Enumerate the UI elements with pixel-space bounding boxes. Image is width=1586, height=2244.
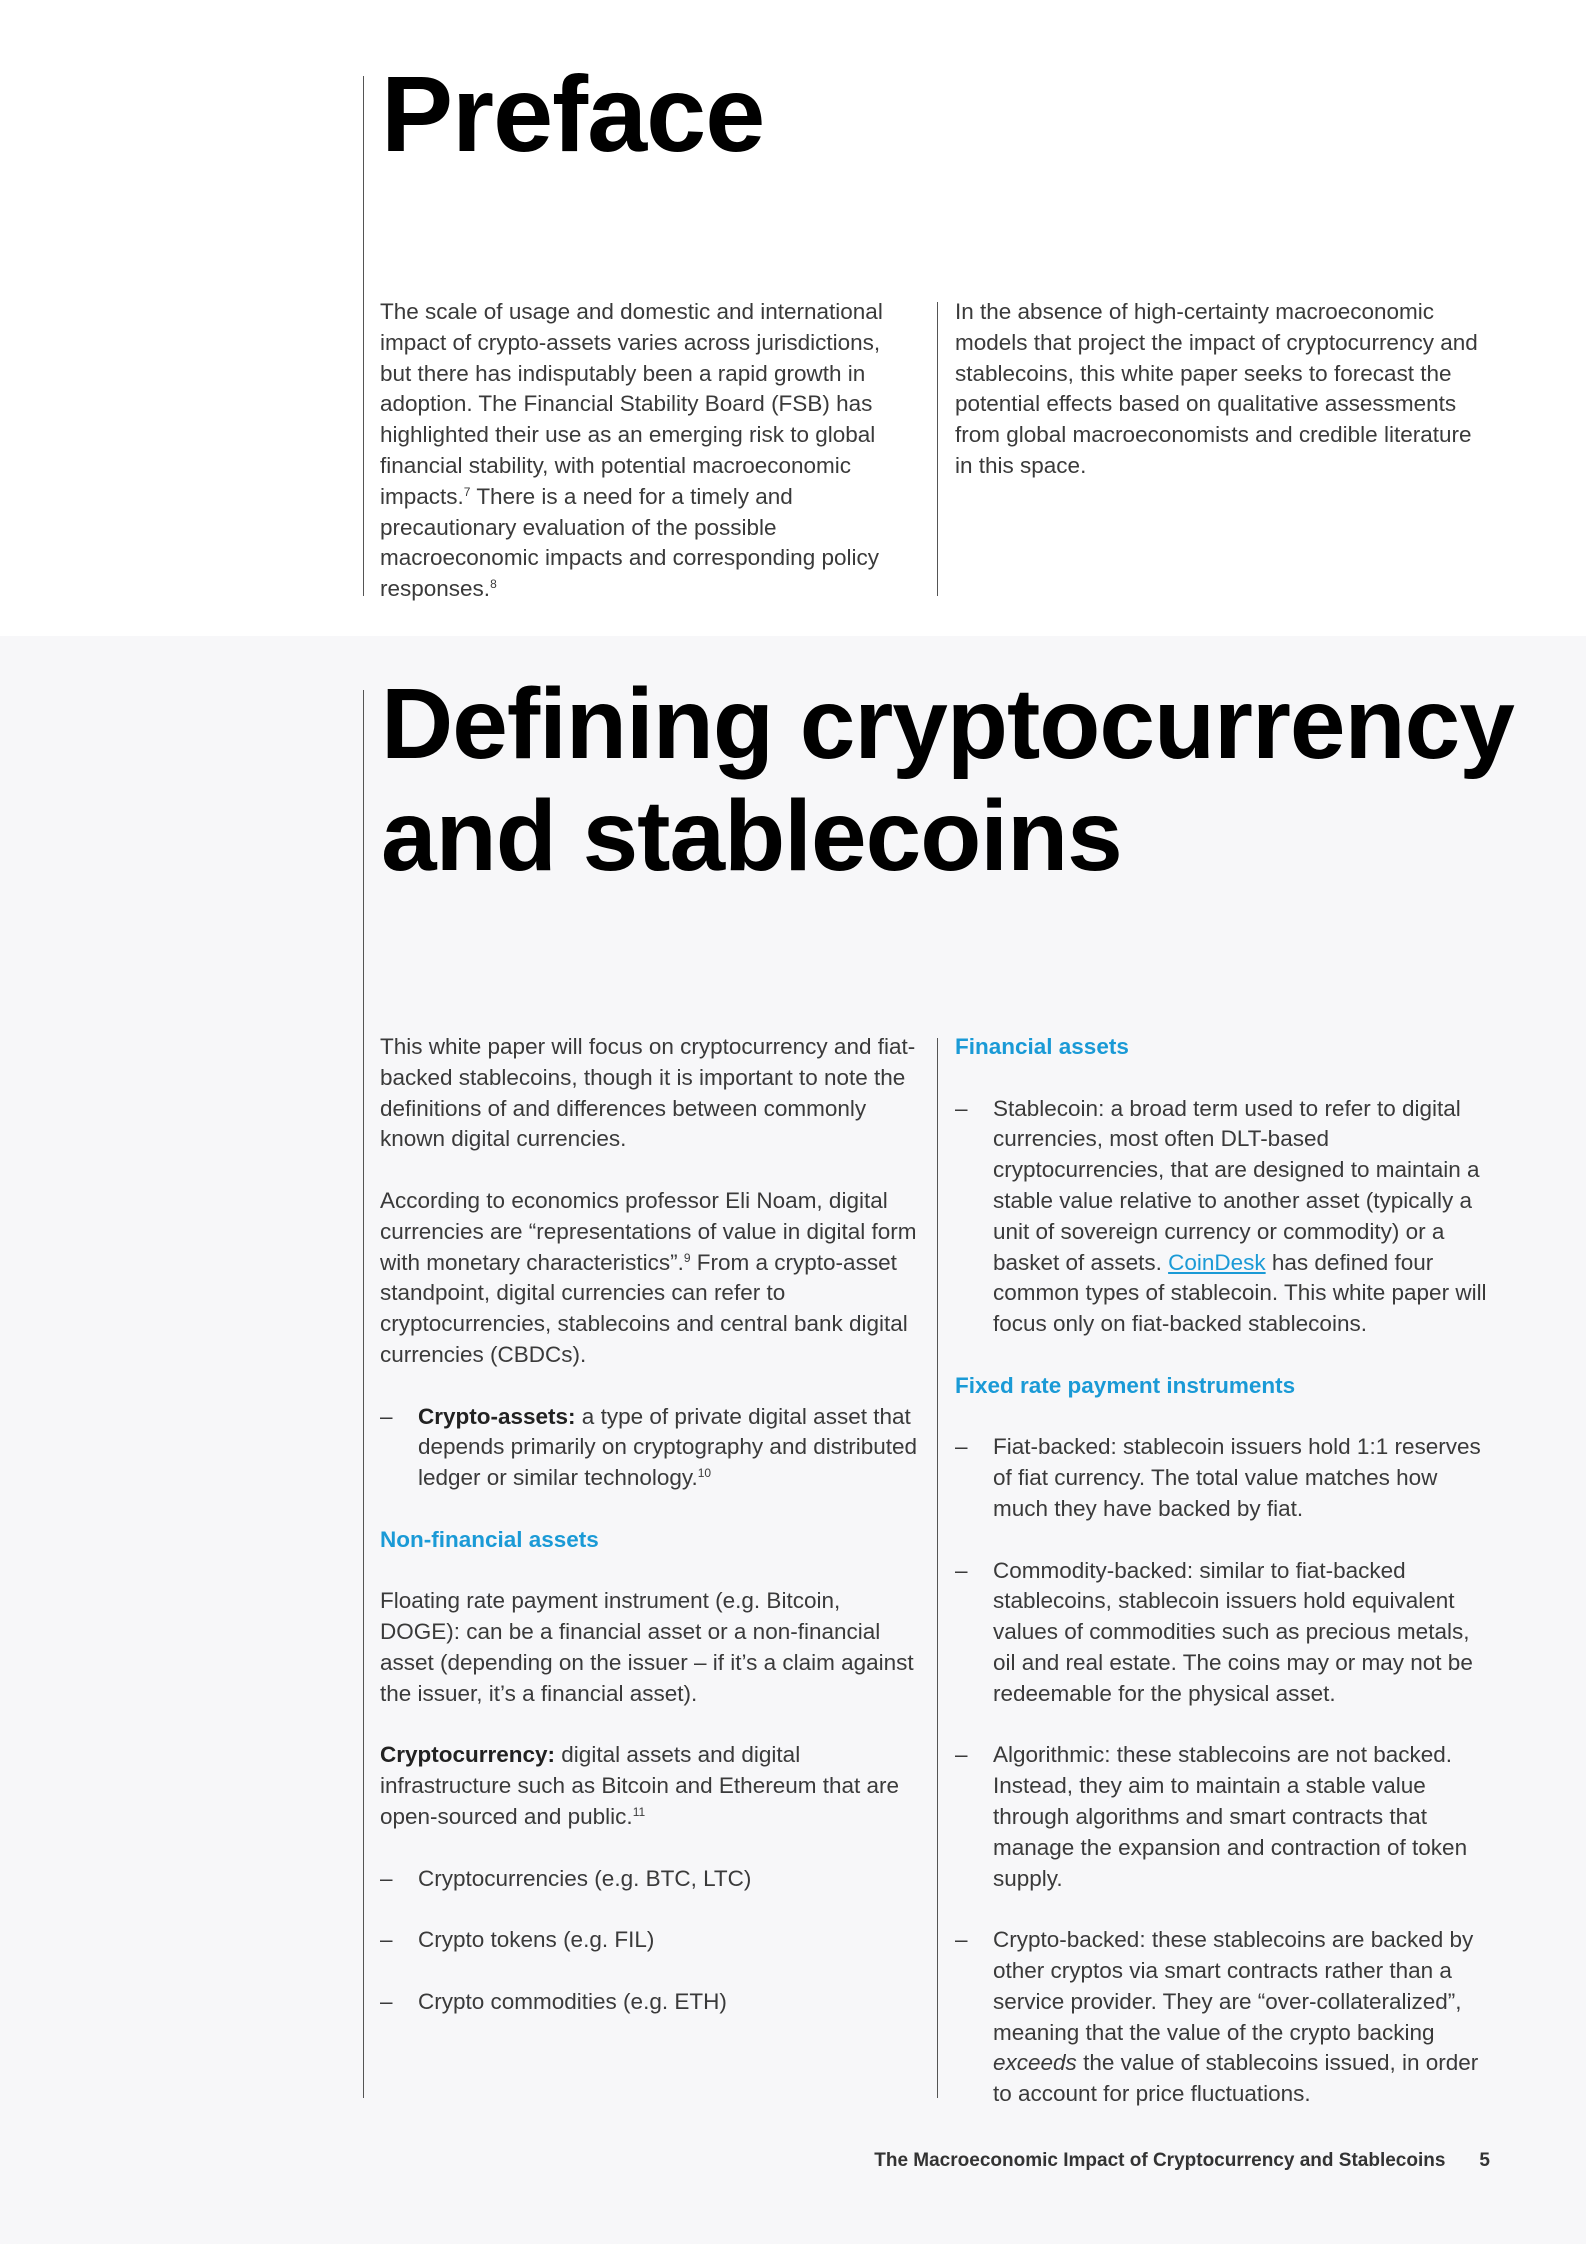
- dash-marker: –: [380, 1988, 393, 2014]
- list-item: – Crypto commodities (e.g. ETH): [380, 1987, 920, 2018]
- non-financial-heading: Non-financial assets: [380, 1526, 599, 1552]
- dash-marker: –: [955, 1742, 968, 1768]
- defining-title: Defining cryptocurrency and stablecoins: [381, 668, 1514, 892]
- footnote-ref[interactable]: 8: [490, 577, 497, 592]
- preface-paragraph: In the absence of high-certainty macroeconomic models that project the impact of cryptocurrency and stablecoins, this white paper seeks to forecast the potential effects based on qualitative assessments from global macroeconomists and credible literature in this space.: [955, 299, 1478, 478]
- preface-paragraph: The scale of usage and domestic and international impact of crypto-assets varies across jurisdictions, but there has indisputably been a rapid growth in adoption. The Financial Stability Board (FSB) has highlighted their use as an emerging risk to global financial stability, with potential macroeconomic impacts.$^7$ There is a need for a timely and precautionary evaluation of the possible macroeconomic impacts and corresponding policy responses.$^8$: [380, 299, 883, 602]
- intro-paragraph: This white paper will focus on cryptocurrency and fiat-backed stablecoins, though it is important to note the definitions of and differences between commonly known digital currencies.: [380, 1034, 916, 1152]
- financial-assets-heading: Financial assets: [955, 1034, 1129, 1059]
- dash-marker: –: [380, 1403, 393, 1429]
- stablecoin-item: – Stablecoin: a broad term used to refer to digital currencies, most often DLT-based cryptocurrencies, that are designed to maintain a stable value relative to another asset (typically a unit of sovereign currency or commodity) or a basket of assets. CoinDesk has defined four common types of stablecoin. This white paper will focus only on fiat-backed stablecoins.: [955, 1095, 1487, 1337]
- defining-column-left: [380, 1032, 920, 2018]
- dash-marker: –: [380, 1927, 393, 1953]
- commodity-backed-item: – Commodity-backed: similar to fiat-backed stablecoins, stablecoin issuers hold equivalent values of commodities such as precious metals, oil and real estate. The coins may or may not be redeemable for the physical asset.: [955, 1557, 1473, 1706]
- list-item: – Crypto tokens (e.g. FIL): [380, 1925, 920, 1956]
- footnote-ref[interactable]: 7: [463, 484, 471, 499]
- fixed-rate-heading: Fixed rate payment instruments: [955, 1372, 1296, 1398]
- algorithmic-item: – Algorithmic: these stablecoins are not backed. Instead, they aim to maintain a stable value through algorithms and smart contracts that manage the expansion and contraction of token supply.: [955, 1742, 1468, 1891]
- page-footer: [874, 2150, 1490, 2172]
- cryptocurrency-paragraph: Cryptocurrency: digital assets and digital infrastructure such as Bitcoin and Ethereum that are open-sourced and public.$^{11}$: [380, 1742, 900, 1829]
- fiat-backed-item: – Fiat-backed: stablecoin issuers hold 1:1 reserves of fiat currency. The total value matches how much they have backed by fiat.: [955, 1434, 1481, 1521]
- dash-marker: –: [955, 1927, 968, 1953]
- preface-title: Preface: [381, 53, 765, 174]
- floating-rate-paragraph: Floating rate payment instrument (e.g. Bitcoin, DOGE): can be a financial asset or a non-financial asset (depending on the issuer – if it’s a claim against the issuer, it’s a financial asset).: [380, 1588, 914, 1706]
- preface-left-rule: [363, 76, 364, 596]
- crypto-assets-item: – Crypto-assets: a type of private digital asset that depends primarily on cryptography and distributed ledger or similar technology.$^{10}$: [380, 1403, 918, 1491]
- preface-column-left: [380, 297, 910, 605]
- page-number: 5: [1479, 2150, 1490, 2171]
- dash-marker: –: [380, 1865, 393, 1891]
- defining-column-right: [955, 1032, 1490, 2110]
- dash-marker: –: [955, 1434, 968, 1460]
- coindesk-link[interactable]: CoinDesk: [1168, 1249, 1266, 1275]
- dash-marker: –: [955, 1095, 968, 1121]
- dash-marker: –: [955, 1557, 968, 1583]
- preface-column-right: [955, 297, 1485, 482]
- footnote-ref[interactable]: 10: [697, 1466, 712, 1481]
- noam-paragraph: According to economics professor Eli Noam, digital currencies are “representations of value in digital form with monetary characteristics”.$^9$ From a crypto-asset standpoint, digital currencies can refer to cryptocurrencies, stablecoins and central bank digital currencies (CBDCs).: [380, 1187, 917, 1367]
- defining-middle-rule: [937, 1038, 938, 2098]
- crypto-backed-item: – Crypto-backed: these stablecoins are backed by other cryptos via smart contracts rather than a service provider. They are “over-collateralized”, meaning that the value of the crypto backing exceeds the value of stablecoins issued, in order to account for price fluctuations.: [955, 1927, 1479, 2107]
- list-item: – Cryptocurrencies (e.g. BTC, LTC): [380, 1864, 920, 1895]
- defining-left-rule: [363, 690, 364, 2098]
- footnote-ref[interactable]: 11: [632, 1804, 646, 1819]
- preface-middle-rule: [937, 302, 938, 596]
- footer-title: The Macroeconomic Impact of Cryptocurrency and Stablecoins: [874, 2150, 1446, 2171]
- footnote-ref[interactable]: 9: [683, 1250, 691, 1265]
